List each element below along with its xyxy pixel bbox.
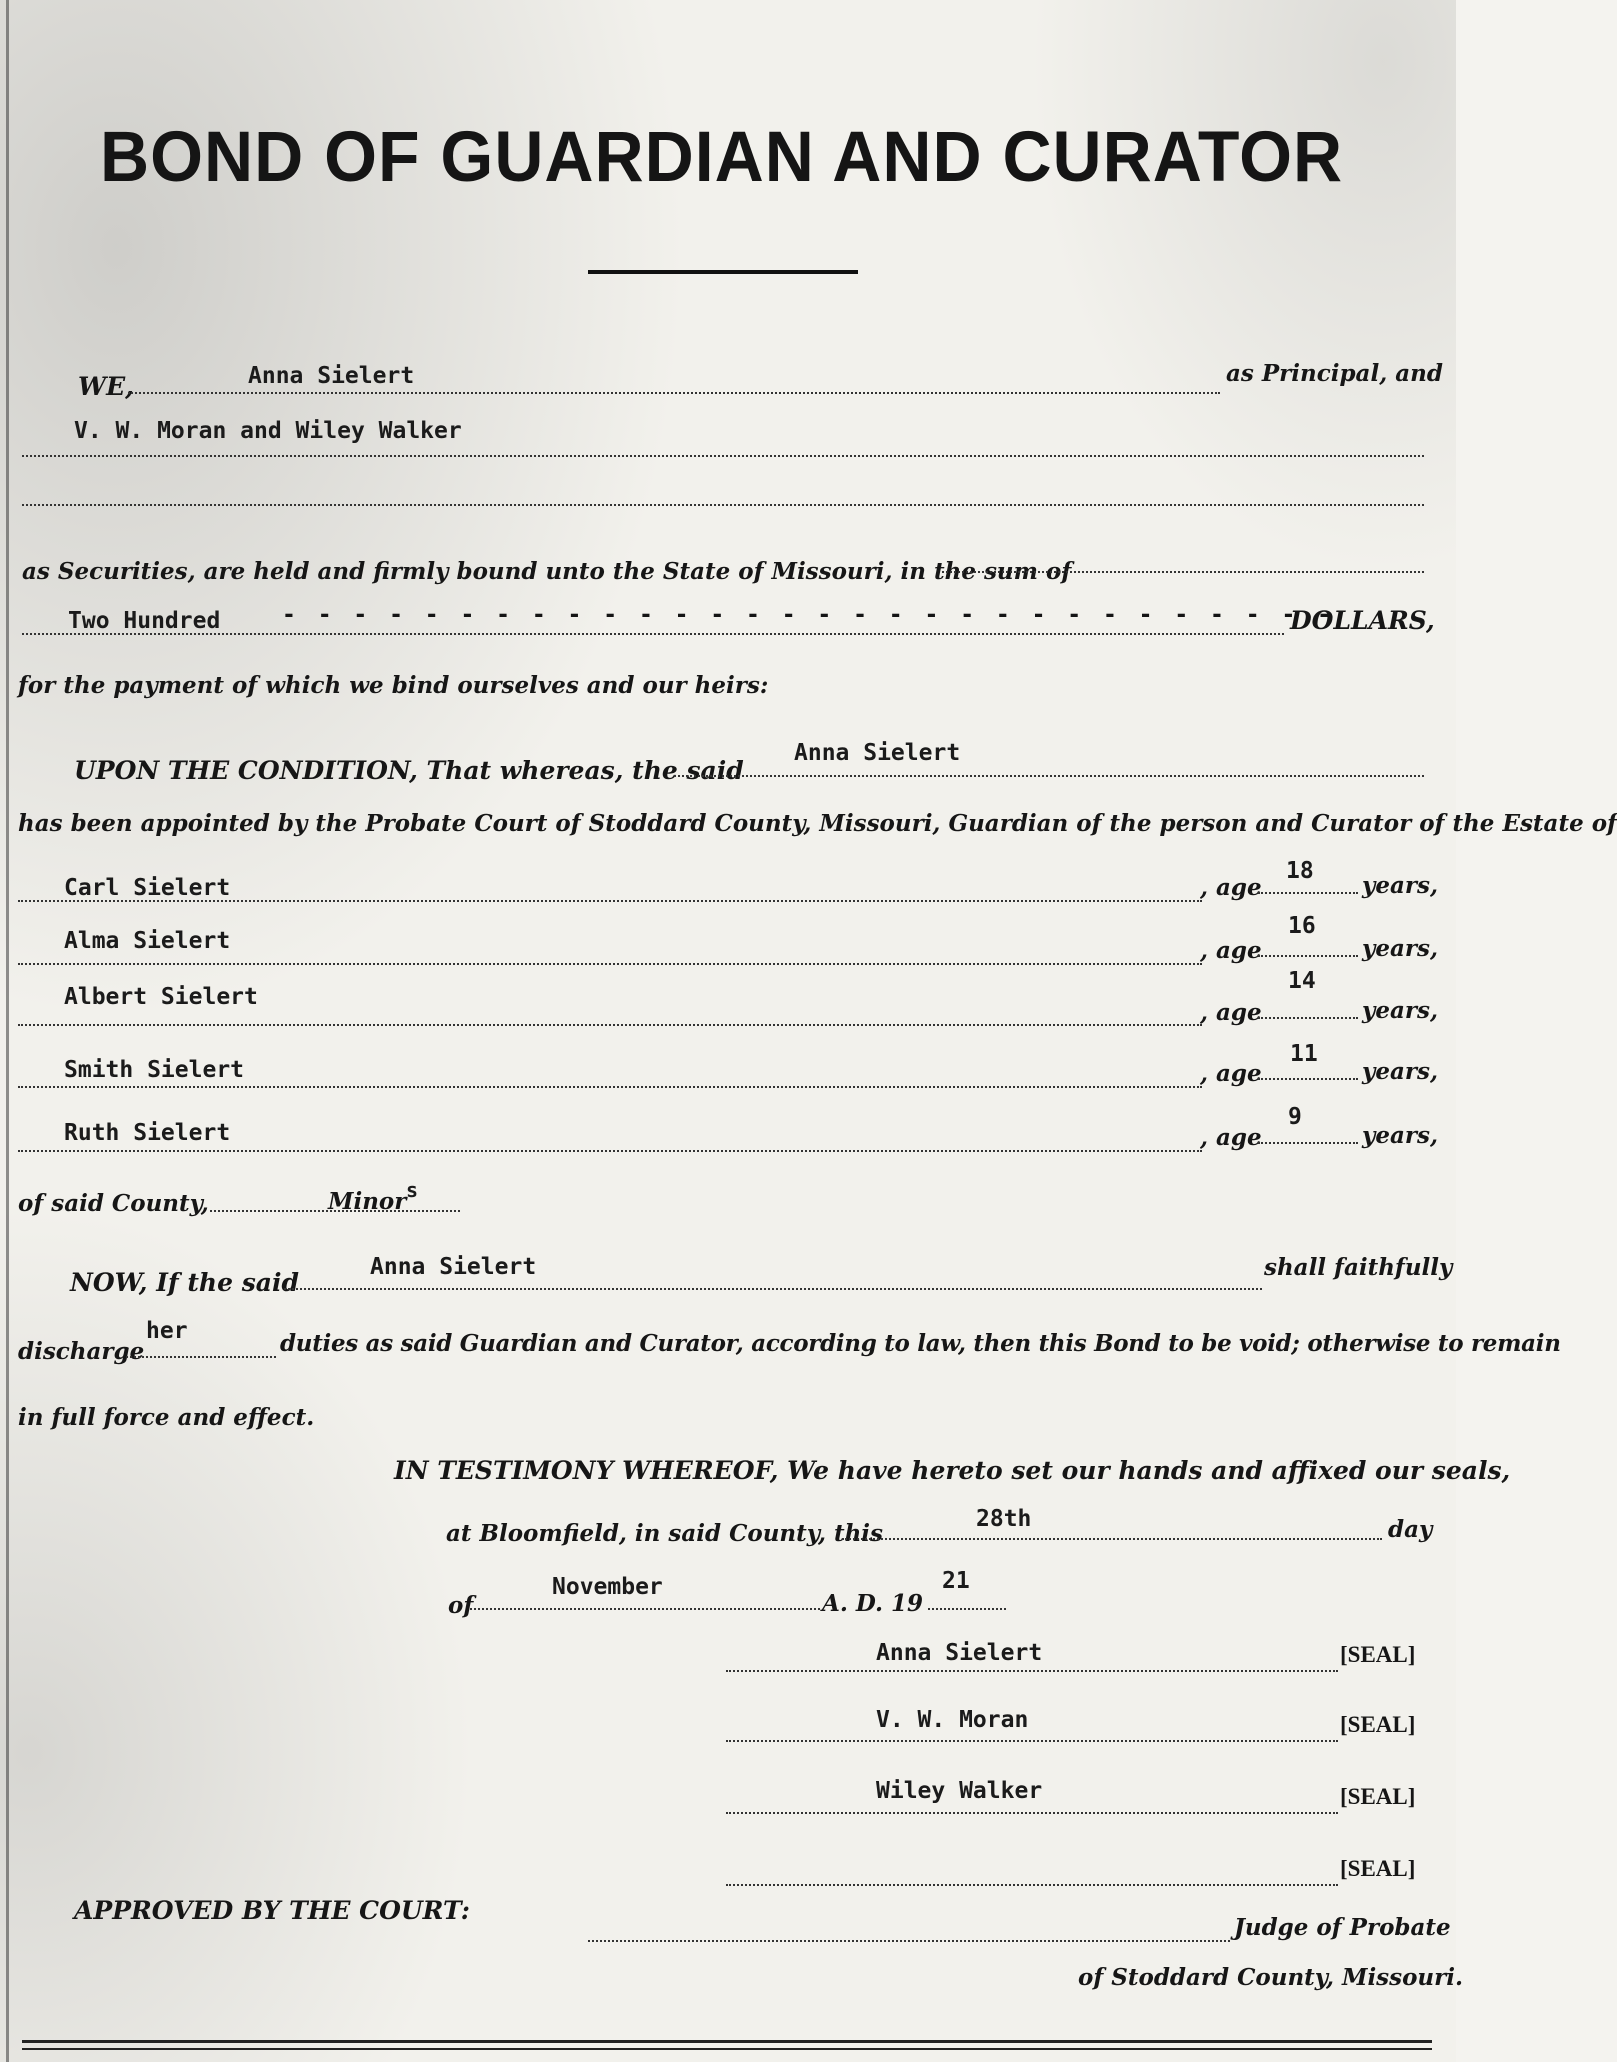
pronoun-line bbox=[126, 1356, 276, 1358]
force-text: in full force and effect. bbox=[18, 1404, 315, 1431]
ward-line bbox=[18, 963, 1202, 965]
label-day: day bbox=[1388, 1516, 1433, 1543]
years-label: years, bbox=[1362, 997, 1438, 1024]
ward-age: 11 bbox=[1290, 1041, 1318, 1067]
age-label: , age bbox=[1200, 1124, 1262, 1151]
label-we: WE, bbox=[78, 372, 134, 401]
principal-name: Anna Sielert bbox=[248, 363, 415, 389]
ward-line bbox=[18, 1150, 1202, 1152]
now-line bbox=[284, 1288, 1262, 1290]
label-minor: Minor bbox=[328, 1188, 407, 1215]
label-as-principal: as Principal, and bbox=[1226, 360, 1443, 387]
label-shall: shall faithfully bbox=[1264, 1254, 1453, 1281]
title-rule bbox=[588, 270, 858, 274]
scan-edge bbox=[6, 0, 9, 2062]
label-judge: Judge of Probate bbox=[1234, 1914, 1451, 1941]
age-line bbox=[1258, 892, 1358, 894]
sum-leader-line bbox=[942, 571, 1424, 573]
signature-line bbox=[726, 1740, 1338, 1742]
age-label: , age bbox=[1200, 874, 1262, 901]
ward-age: 18 bbox=[1286, 858, 1314, 884]
testimony-text: IN TESTIMONY WHEREOF, We have hereto set our hands and affixed our seals, bbox=[394, 1456, 1511, 1485]
signature-name: Wiley Walker bbox=[876, 1778, 1043, 1804]
payment-clause: for the payment of which we bind ourselves and our heirs: bbox=[18, 672, 769, 699]
label-county: of Stoddard County, Missouri. bbox=[1078, 1964, 1464, 1991]
sum-dashes: - - - - - - - - - - - - - - - - - - - - - - - - - - - - - - bbox=[282, 602, 1335, 628]
signature-line bbox=[726, 1670, 1338, 1672]
day-line bbox=[842, 1538, 1382, 1540]
ward-name: Smith Sielert bbox=[64, 1057, 245, 1083]
age-line bbox=[1258, 955, 1358, 957]
principal-line bbox=[128, 392, 1220, 394]
ward-line bbox=[18, 1024, 1202, 1026]
label-of: of bbox=[448, 1592, 474, 1619]
signature-line bbox=[726, 1812, 1338, 1814]
condition-line bbox=[674, 775, 1424, 777]
label-said-county: of said County, bbox=[18, 1190, 209, 1217]
ward-age: 16 bbox=[1288, 913, 1316, 939]
day-value: 28th bbox=[976, 1506, 1032, 1532]
signature-name: Anna Sielert bbox=[876, 1640, 1043, 1666]
appointment-text: has been appointed by the Probate Court of Stoddard County, Missouri, Guardian of the person and Curator of the Estate of bbox=[18, 810, 1617, 837]
seal-label: [SEAL] bbox=[1340, 1856, 1416, 1881]
securities-names: V. W. Moran and Wiley Walker bbox=[74, 418, 462, 444]
years-label: years, bbox=[1362, 1122, 1438, 1149]
bottom-rule bbox=[22, 2040, 1432, 2043]
label-ad: A. D. 19 bbox=[822, 1590, 924, 1617]
label-dollars: DOLLARS, bbox=[1290, 606, 1435, 635]
blank-line bbox=[22, 504, 1424, 506]
duties-text: duties as said Guardian and Curator, according to law, then this Bond to be void; otherwise to remain bbox=[280, 1330, 1561, 1357]
seal-label: [SEAL] bbox=[1340, 1712, 1416, 1737]
year-line bbox=[928, 1608, 1006, 1610]
year-value: 21 bbox=[942, 1568, 970, 1594]
age-label: , age bbox=[1200, 1060, 1262, 1087]
month-value: November bbox=[552, 1574, 663, 1600]
ward-line bbox=[18, 900, 1202, 902]
seal-label: [SEAL] bbox=[1340, 1784, 1416, 1809]
sum-amount: Two Hundred bbox=[68, 608, 221, 634]
ward-name: Ruth Sielert bbox=[64, 1120, 231, 1146]
signature-name: V. W. Moran bbox=[876, 1707, 1029, 1733]
sum-line bbox=[22, 633, 1284, 635]
years-label: years, bbox=[1362, 1058, 1438, 1085]
judge-line bbox=[588, 1940, 1230, 1942]
now-name: Anna Sielert bbox=[370, 1254, 537, 1280]
month-line bbox=[470, 1608, 820, 1610]
label-discharge: discharge bbox=[18, 1338, 145, 1365]
label-condition: UPON THE CONDITION, That whereas, the said bbox=[74, 756, 744, 785]
ward-age: 14 bbox=[1288, 968, 1316, 994]
age-line bbox=[1258, 1017, 1358, 1019]
document-title: BOND OF GUARDIAN AND CURATOR bbox=[100, 117, 1344, 197]
age-label: , age bbox=[1200, 999, 1262, 1026]
pronoun: her bbox=[146, 1318, 188, 1344]
label-place: at Bloomfield, in said County, this bbox=[446, 1520, 883, 1547]
ward-age: 9 bbox=[1288, 1104, 1302, 1130]
signature-line bbox=[726, 1884, 1338, 1886]
securities-line bbox=[22, 455, 1424, 457]
ward-name: Alma Sielert bbox=[64, 928, 231, 954]
ward-name: Albert Sielert bbox=[64, 984, 258, 1010]
seal-label: [SEAL] bbox=[1340, 1642, 1416, 1667]
bottom-rule bbox=[22, 2048, 1432, 2050]
ward-line bbox=[18, 1086, 1202, 1088]
years-label: years, bbox=[1362, 872, 1438, 899]
label-securities: as Securities, are held and firmly bound unto the State of Missouri, in the sum of bbox=[22, 558, 1072, 585]
label-approved: APPROVED BY THE COURT: bbox=[74, 1896, 470, 1925]
age-line bbox=[1258, 1142, 1358, 1144]
condition-name: Anna Sielert bbox=[794, 740, 961, 766]
age-label: , age bbox=[1200, 937, 1262, 964]
age-line bbox=[1258, 1078, 1358, 1080]
minor-suffix: s bbox=[406, 1178, 419, 1202]
ward-name: Carl Sielert bbox=[64, 875, 231, 901]
years-label: years, bbox=[1362, 935, 1438, 962]
label-now: NOW, If the said bbox=[70, 1268, 299, 1297]
